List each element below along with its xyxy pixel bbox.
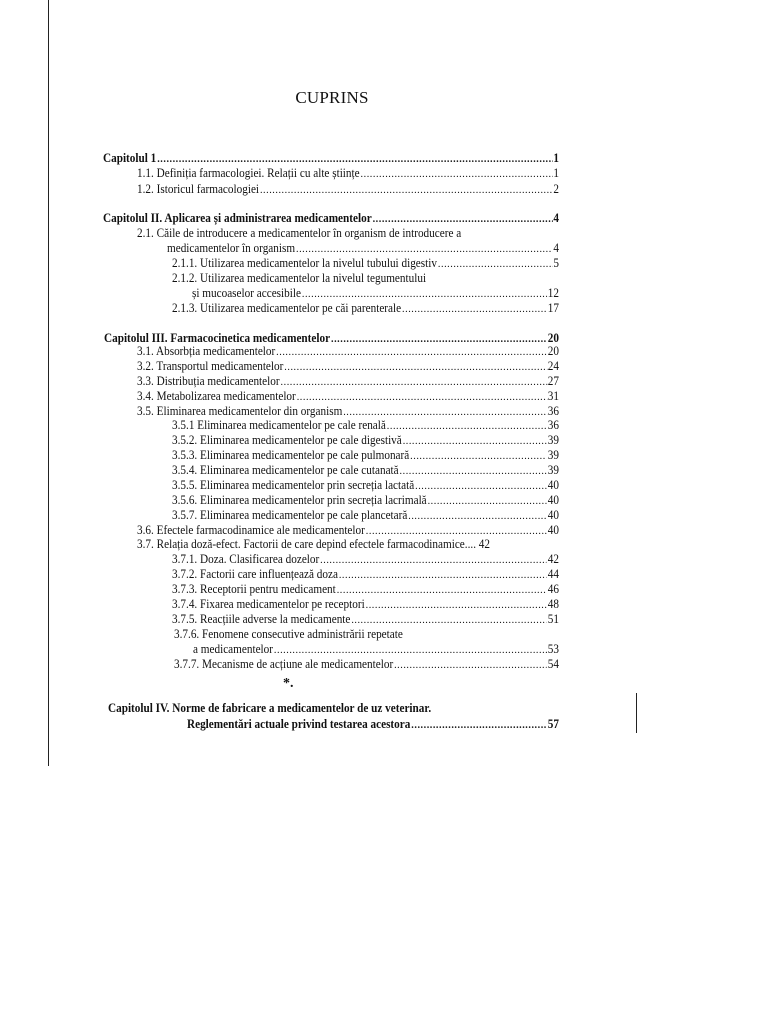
toc-entry-label: 3.5.7. Eliminarea medicamentelor pe cale plancetară <box>172 508 408 522</box>
toc-entry-label: 1.1. Definiția farmacologiei. Relații cu alte științe <box>137 166 360 180</box>
toc-entry-label: 2.1. Căile de introducere a medicamentelor în organism de introducere a <box>137 226 462 240</box>
toc-entry-label: 3.7.1. Doza. Clasificarea dozelor <box>172 552 320 566</box>
toc-entry <box>172 612 559 627</box>
toc-entry-page: 40 <box>547 493 559 507</box>
toc-entry-page: 39 <box>547 433 559 447</box>
toc-entry <box>172 433 559 448</box>
toc-entry <box>174 657 559 672</box>
dot-leader <box>415 479 547 493</box>
dot-leader <box>296 242 552 256</box>
toc-entry-label: 2.1.1. Utilizarea medicamentelor la nivelul tubului digestiv <box>172 256 437 270</box>
toc-entry <box>137 166 559 181</box>
toc-entry-page: 24 <box>547 359 559 373</box>
dot-leader <box>402 302 547 316</box>
toc-entry-page: 40 <box>547 508 559 522</box>
toc-entry-page: 17 <box>547 301 559 315</box>
toc-entry <box>172 448 559 463</box>
toc-entry-label: 3.5.5. Eliminarea medicamentelor prin secreția lactată <box>172 478 415 492</box>
dot-leader <box>438 257 553 271</box>
dot-leader <box>394 658 547 672</box>
dot-leader <box>274 643 547 657</box>
toc-entry-label: 3.5.3. Eliminarea medicamentelor pe cale pulmonară <box>172 448 410 462</box>
toc-entry-page: 1 <box>553 166 559 180</box>
toc-entry-page: 40 <box>547 478 559 492</box>
toc-entry <box>137 374 559 389</box>
dot-leader <box>276 345 547 359</box>
toc-entry-label: 3.5. Eliminarea medicamentelor din organism <box>137 404 343 418</box>
toc-entry-label: 3.4. Metabolizarea medicamentelor <box>137 389 296 403</box>
marker: *. <box>283 676 294 691</box>
toc-entry-page: 36 <box>547 418 559 432</box>
toc-entry-label: Capitolul II. Aplicarea și administrarea medicamentelor <box>103 211 372 225</box>
toc-entry <box>192 286 559 301</box>
toc-entry-label: Capitolul 1 <box>103 151 157 165</box>
dot-leader <box>351 613 547 627</box>
toc-entry-label: a medicamentelor <box>193 642 274 656</box>
toc-entry-label: 3.7.4. Fixarea medicamentelor pe receptori <box>172 597 365 611</box>
toc-entry-page: 54 <box>547 657 559 671</box>
toc-entry-label: medicamentelor în organism <box>167 241 296 255</box>
dot-leader <box>284 360 547 374</box>
toc-entry-page: 44 <box>547 567 559 581</box>
toc-entry-label: 3.6. Efectele farmacodinamice ale medicamentelor <box>137 523 365 537</box>
dot-leader <box>411 718 547 732</box>
toc-entry-page: 1 <box>553 151 559 165</box>
toc-entry-page: 39 <box>547 463 559 477</box>
toc-entry <box>172 508 559 523</box>
dot-leader <box>428 494 547 508</box>
toc-entry <box>103 211 559 226</box>
toc-entry-label: 3.7.2. Factorii care influențează doza <box>172 567 338 581</box>
toc-entry-page: 20 <box>547 344 559 358</box>
toc-entry-label: și mucoaselor accesibile <box>192 286 301 300</box>
toc-entry <box>172 597 559 612</box>
toc-entry <box>137 344 559 359</box>
toc-entry <box>187 717 559 732</box>
dot-leader <box>361 167 553 181</box>
toc-entry-page: 5 <box>553 256 559 270</box>
toc-entry <box>137 389 559 404</box>
toc-entry <box>167 241 559 256</box>
toc-entry <box>172 552 559 567</box>
toc-entry-page: 36 <box>547 404 559 418</box>
toc-entry-label: 3.5.4. Eliminarea medicamentelor pe cale cutanată <box>172 463 399 477</box>
toc-entry-label: 3.1. Absorbția medicamentelor <box>137 344 276 358</box>
toc-entry-label: 2.1.3. Utilizarea medicamentelor pe căi parenterale <box>172 301 402 315</box>
toc-entry-page: 27 <box>547 374 559 388</box>
toc-entry-page: 39 <box>547 448 559 462</box>
dot-leader <box>157 152 552 166</box>
toc-entry-page: 40 <box>547 523 559 537</box>
dot-leader <box>320 553 547 567</box>
toc-entry-page: 20 <box>547 331 559 345</box>
toc-entry <box>172 493 559 508</box>
dot-leader <box>410 449 547 463</box>
toc-entry-page: 57 <box>547 717 559 731</box>
toc-entry-label: Reglementări actuale privind testarea acestora <box>187 717 411 731</box>
toc-entry <box>172 582 559 597</box>
toc-entry-page: 46 <box>547 582 559 596</box>
toc-entry-page: 53 <box>547 642 559 656</box>
toc-entry-label: 3.7.5. Reacțiile adverse la medicamente <box>172 612 351 626</box>
toc-entry-page: 48 <box>547 597 559 611</box>
toc-entry <box>137 523 559 538</box>
toc-entry-label: 3.7.3. Receptorii pentru medicament <box>172 582 336 596</box>
toc-entry <box>172 463 559 478</box>
dot-leader <box>373 212 553 226</box>
dot-leader <box>343 405 547 419</box>
toc-entry-label: Capitolul IV. Norme de fabricare a medicamentelor de uz veterinar. <box>108 701 432 715</box>
dot-leader <box>260 183 552 197</box>
toc-entry <box>193 642 559 657</box>
toc-entry <box>172 418 559 433</box>
toc-entry-label: 3.2. Transportul medicamentelor <box>137 359 284 373</box>
toc-entry <box>137 404 559 419</box>
dot-leader <box>302 287 547 301</box>
toc-entry-label: 3.7. Relația doză-efect. Factorii de care depind efectele farmacodinamice.... 42 <box>137 537 491 551</box>
toc-entry-page: 42 <box>547 552 559 566</box>
dot-leader <box>297 390 547 404</box>
dot-leader <box>337 583 547 597</box>
dot-leader <box>400 464 547 478</box>
toc-entry-page: 31 <box>547 389 559 403</box>
dot-leader <box>281 375 547 389</box>
toc-entry <box>137 182 559 197</box>
toc-entry-page: 4 <box>553 241 559 255</box>
toc-entry-label: 3.7.6. Fenomene consecutive administrării repetate <box>174 627 403 641</box>
dot-leader <box>403 434 547 448</box>
toc-entry-page: 12 <box>547 286 559 300</box>
toc-entry <box>172 478 559 493</box>
toc-entry-page: 2 <box>553 182 559 196</box>
toc-entry-label: Capitolul III. Farmacocinetica medicamentelor <box>104 331 331 345</box>
dot-leader <box>339 568 547 582</box>
dot-leader <box>387 419 547 433</box>
toc-entry-page: 51 <box>547 612 559 626</box>
toc-entry-label: 3.5.2. Eliminarea medicamentelor pe cale digestivă <box>172 433 402 447</box>
dot-leader <box>366 524 547 538</box>
dot-leader <box>366 598 547 612</box>
dot-leader <box>408 509 547 523</box>
toc-entry-page: 4 <box>553 211 559 225</box>
toc-entry <box>172 301 559 316</box>
toc-entry-label: 3.7.7. Mecanisme de acțiune ale medicamentelor <box>174 657 394 671</box>
toc-entry-label: 2.1.2. Utilizarea medicamentelor la nivelul tegumentului <box>172 271 427 285</box>
toc-entry-label: 3.5.1 Eliminarea medicamentelor pe cale renală <box>172 418 386 432</box>
toc-entry-label: 3.3. Distribuția medicamentelor <box>137 374 280 388</box>
page-title: CUPRINS <box>295 88 369 107</box>
toc-entry <box>137 359 559 374</box>
toc-entry <box>172 567 559 582</box>
toc-entry <box>103 151 559 166</box>
toc-entry <box>172 256 559 271</box>
toc-entry-label: 1.2. Istoricul farmacologiei <box>137 182 260 196</box>
toc-entry-label: 3.5.6. Eliminarea medicamentelor prin secreția lacrimală <box>172 493 427 507</box>
